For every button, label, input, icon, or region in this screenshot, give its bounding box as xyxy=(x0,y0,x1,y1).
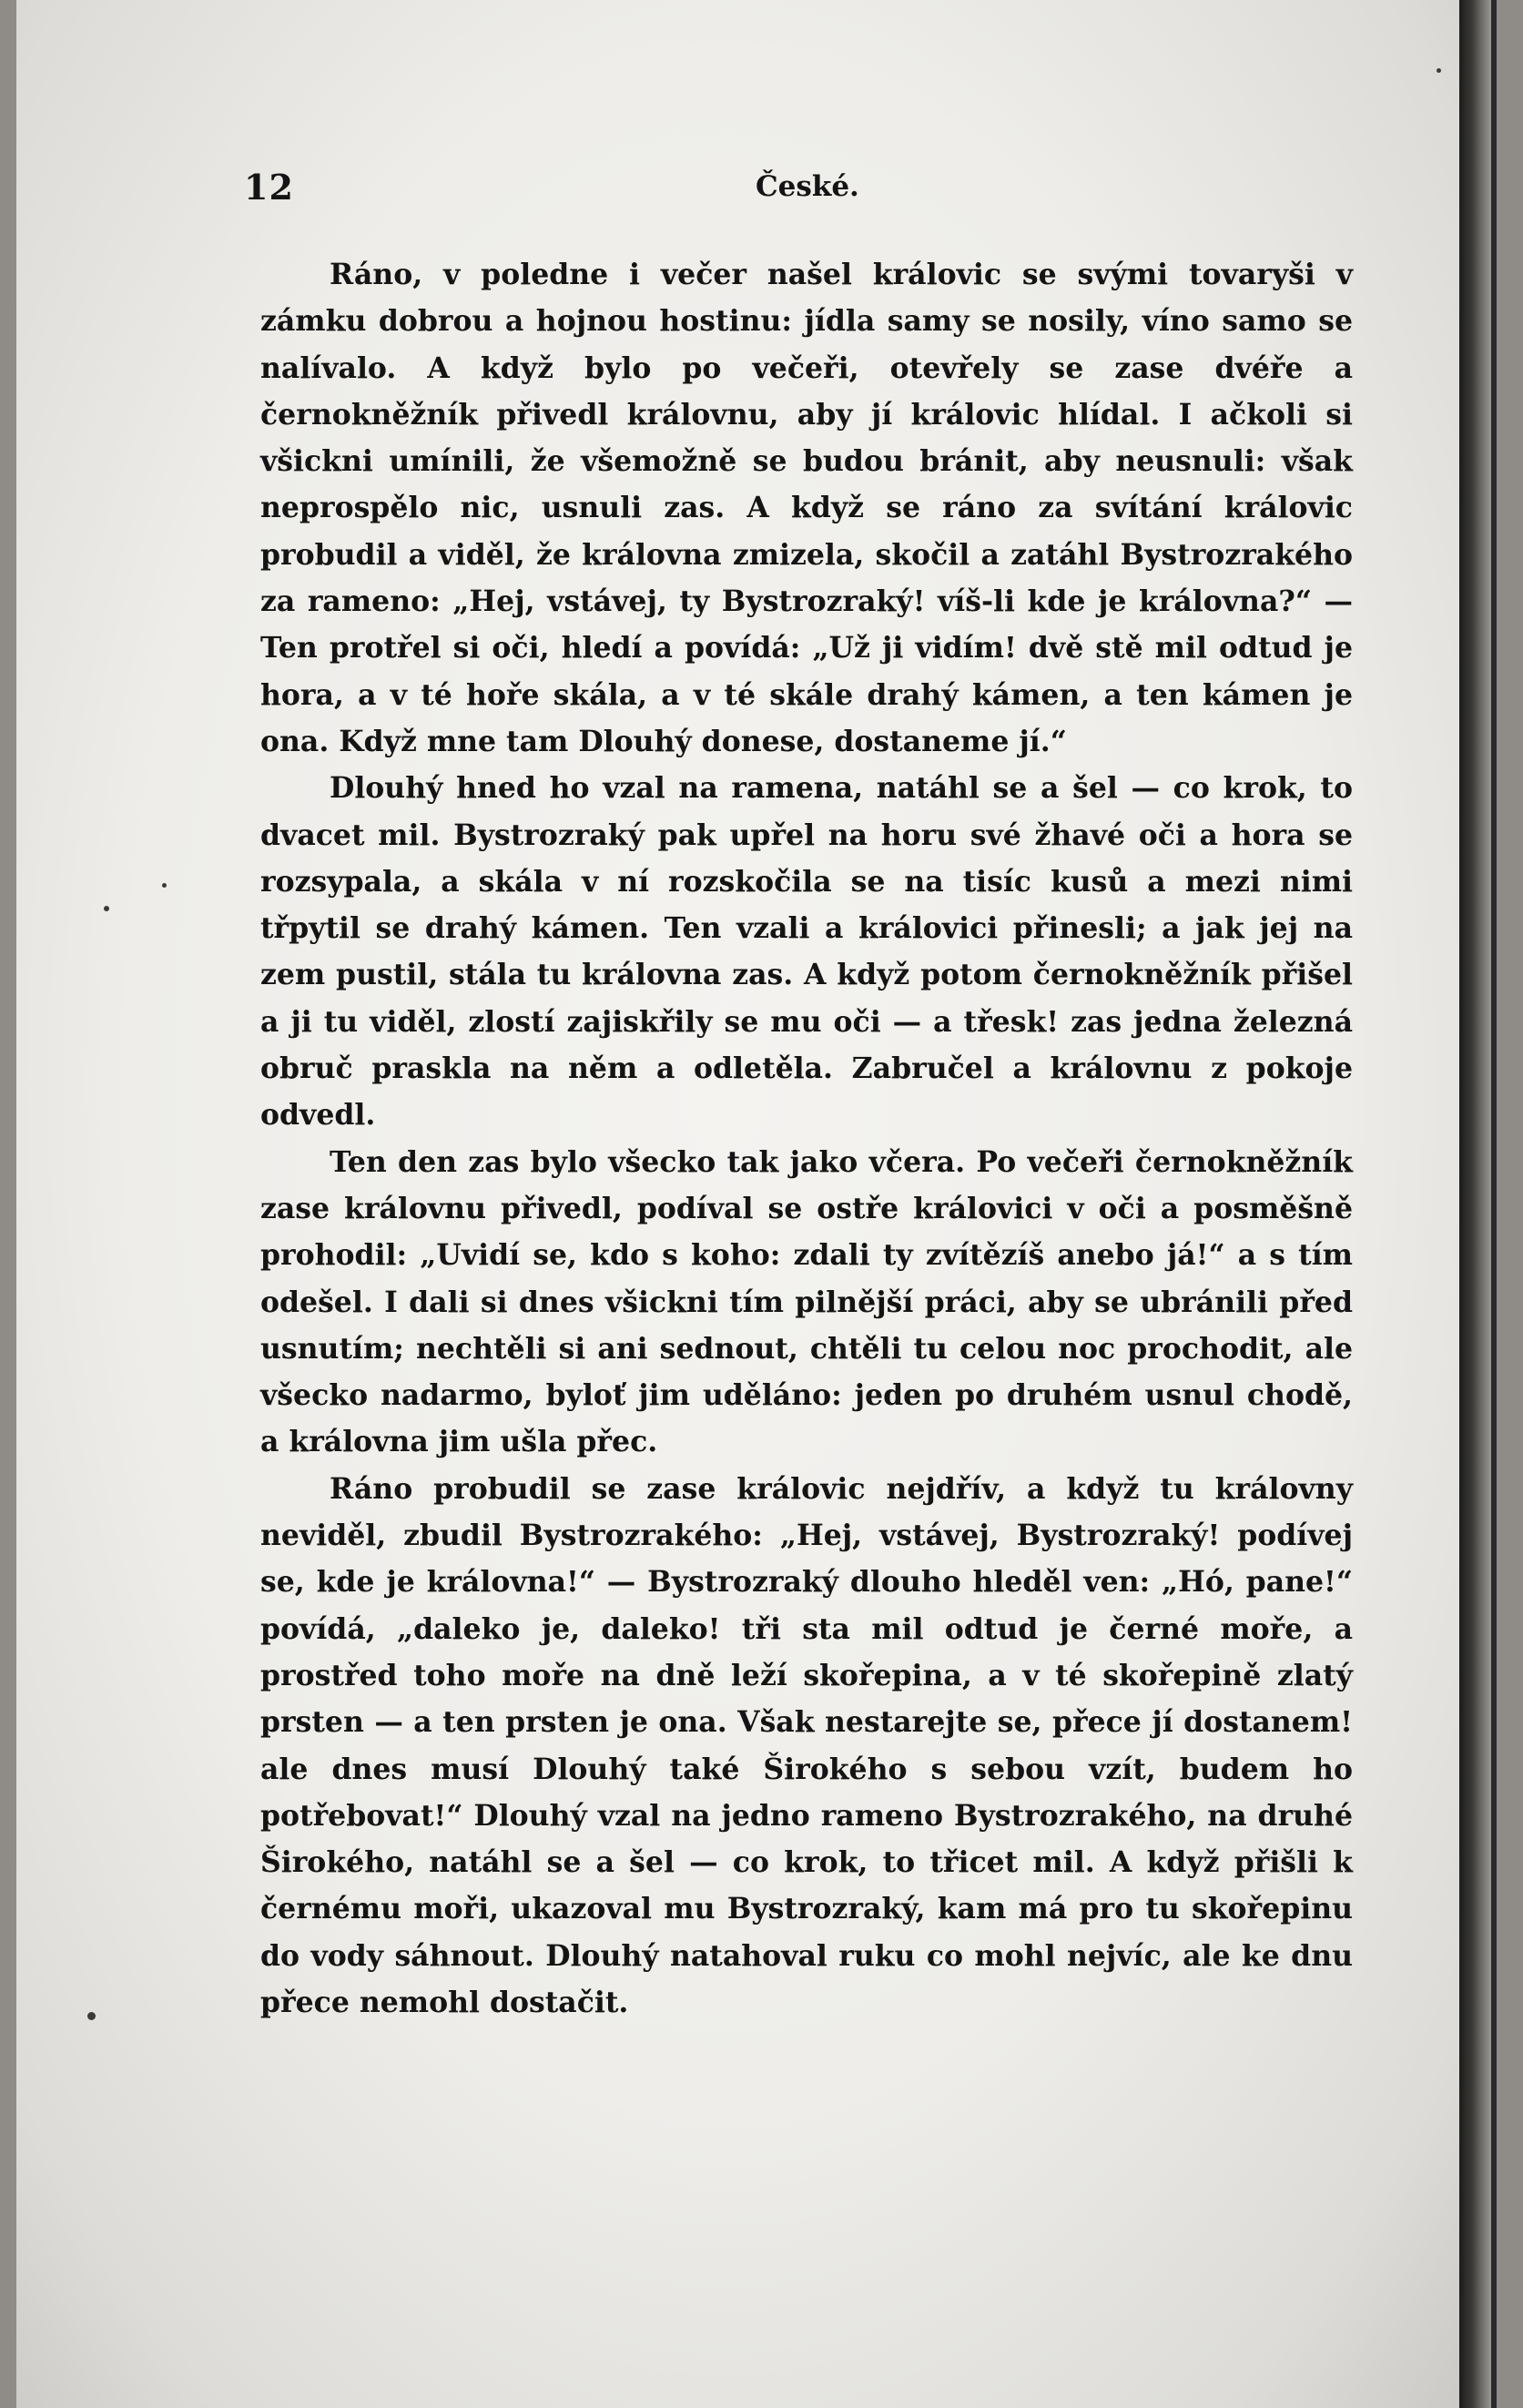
body-text xyxy=(260,251,1353,2026)
scan-speck xyxy=(87,2012,96,2020)
scan-speck xyxy=(1437,68,1441,73)
paragraph: Dlouhý hned ho vzal na ramena, natáhl se a šel — co krok, to dvacet mil. Bystrozraký pak upřel na horu své žhavé oči a hora se rozsypala, a skála v ní rozskočila se na tisíc kusů a mezi nimi třpytil se drahý kámen. Ten vzali a královici přinesli; a jak jej na zem pustil, stála tu královna zas. A když potom černokněžník přišel a ji tu viděl, zlostí zajiskřily se mu oči — a třesk! zas jedna železná obruč praskla na něm a odletěla. Zabručel a královnu z pokoje odvedl. xyxy=(260,771,1353,1133)
paragraph: Ten den zas bylo všecko tak jako včera. Po večeři černokněžník zase královnu přivedl, podíval se ostře královici v oči a posměšně prohodil: „Uvidí se, kdo s koho: zdali ty zvítězíš anebo já!“ a s tím odešel. I dali si dnes všickni tím pilnější práci, aby se ubránili před usnutím; nechtěli si ani sednout, chtěli tu celou noc prochodit, ale všecko nadarmo, byloť jim uděláno: jeden po druhém usnul chodě, a královna jim ušla přec. xyxy=(260,1144,1353,1459)
book-page xyxy=(16,0,1491,2408)
paragraph: Ráno probudil se zase královic nejdřív, a když tu královny neviděl, zbudil Bystrozrakého: „Hej, vstávej, Bystrozraký! podívej se, kde je královna!“ — Bystrozraký dlouho hleděl ven: „Hó, pane!“ povídá, „daleko je, daleko! tři sta mil odtud je černé moře, a prostřed toho moře na dně leží skořepina, a v té skořepině zlatý prsten — a ten prsten je ona. Však nestarejte se, přece jí dostanem! ale dnes musí Dlouhý také Širokého s sebou vzít, budem ho potřebovat!“ Dlouhý vzal na jedno rameno Bystrozrakého, na druhé Širokého, natáhl se a šel — co krok, to třicet mil. A když přišli k černému moři, ukazoval mu Bystrozraký, kam má pro tu skořepinu do vody sáhnout. Dlouhý natahoval ruku co mohl nejvíc, ale ke dnu přece nemohl dostačit. xyxy=(260,1471,1353,2019)
scan-speck xyxy=(104,906,109,911)
page-edge xyxy=(1459,0,1491,2408)
page-header xyxy=(237,167,1356,218)
binding-shadow xyxy=(1491,0,1497,2408)
running-title: České. xyxy=(756,170,859,203)
paragraph: Ráno, v poledne i večer našel královic se svými tovaryši v zámku dobrou a hojnou hostinu: jídla samy se nosily, víno samo se nalívalo. A když bylo po večeři, otevřely se zase dvéře a černokněžník přivedl královnu, aby jí královic hlídal. I ačkoli si všickni umínili, že všemožně se budou bránit, aby neusnuli: však neprospělo nic, usnuli zas. A když se ráno za svítání královic probudil a viděl, že královna zmizela, skočil a zatáhl Bystrozrakého za rameno: „Hej, vstávej, ty Bystrozraký! víš-li kde je královna?“ — Ten protřel si oči, hledí a povídá: „Už ji vidím! dvě stě mil odtud je hora, a v té hoře skála, a v té skále drahý kámen, a ten kámen je ona. Když mne tam Dlouhý donese, dostaneme jí.“ xyxy=(260,258,1353,758)
page-number: 12 xyxy=(244,167,294,208)
scan-speck xyxy=(162,883,167,888)
